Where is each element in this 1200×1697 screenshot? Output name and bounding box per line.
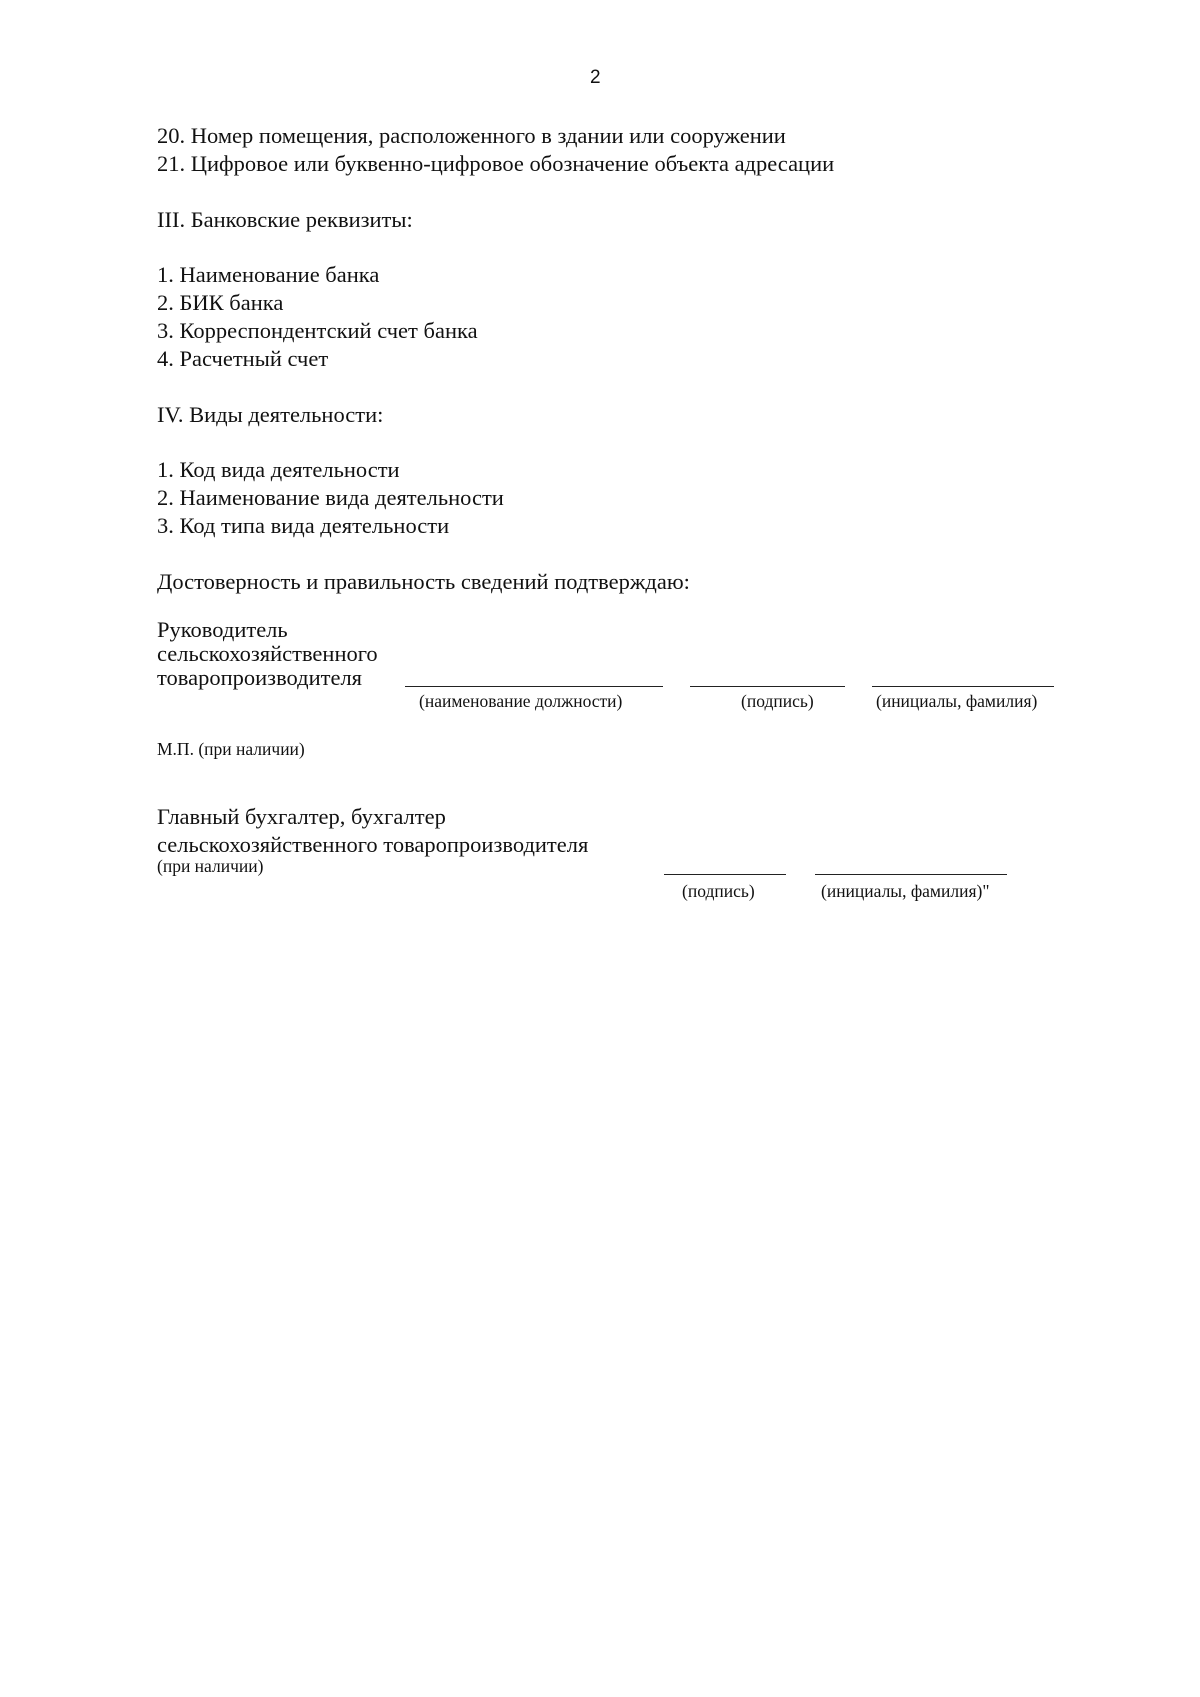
accountant-signature-caption: (подпись): [682, 881, 755, 901]
head-title-line1: Руководитель: [157, 617, 288, 642]
page-number: 2: [590, 67, 601, 88]
address-item-20: 20. Номер помещения, расположенного в здании или сооружении: [157, 123, 786, 148]
bank-item-bik: 2. БИК банка: [157, 290, 284, 315]
bank-item-settlement-account: 4. Расчетный счет: [157, 346, 329, 371]
head-name-caption: (инициалы, фамилия): [876, 691, 1038, 711]
activity-section-heading: IV. Виды деятельности:: [157, 402, 384, 427]
accountant-title-line3: (при наличии): [157, 856, 264, 876]
bank-item-name: 1. Наименование банка: [157, 262, 380, 287]
accountant-signature-line: [664, 874, 786, 875]
confirmation-text: Достоверность и правильность сведений подтверждаю:: [157, 569, 690, 594]
accountant-title-line1: Главный бухгалтер, бухгалтер: [157, 804, 446, 829]
accountant-title-line2: сельскохозяйственного товаропроизводителя: [157, 832, 589, 857]
head-position-caption: (наименование должности): [419, 691, 623, 711]
bank-item-corr-account: 3. Корреспондентский счет банка: [157, 318, 478, 343]
head-title-line2: сельскохозяйственного: [157, 641, 378, 666]
accountant-name-line: [815, 874, 1007, 875]
head-title-line3: товаропроизводителя: [157, 665, 363, 690]
head-signature-caption: (подпись): [741, 691, 814, 711]
head-name-line: [872, 686, 1054, 687]
activity-item-type-code: 3. Код типа вида деятельности: [157, 513, 450, 538]
activity-item-code: 1. Код вида деятельности: [157, 457, 400, 482]
stamp-note: М.П. (при наличии): [157, 739, 305, 759]
head-position-line: [405, 686, 663, 687]
address-item-21: 21. Цифровое или буквенно-цифровое обозначение объекта адресации: [157, 151, 835, 176]
head-signature-line: [690, 686, 845, 687]
activity-item-name: 2. Наименование вида деятельности: [157, 485, 504, 510]
accountant-name-caption: (инициалы, фамилия)": [821, 881, 990, 901]
bank-section-heading: III. Банковские реквизиты:: [157, 207, 413, 232]
